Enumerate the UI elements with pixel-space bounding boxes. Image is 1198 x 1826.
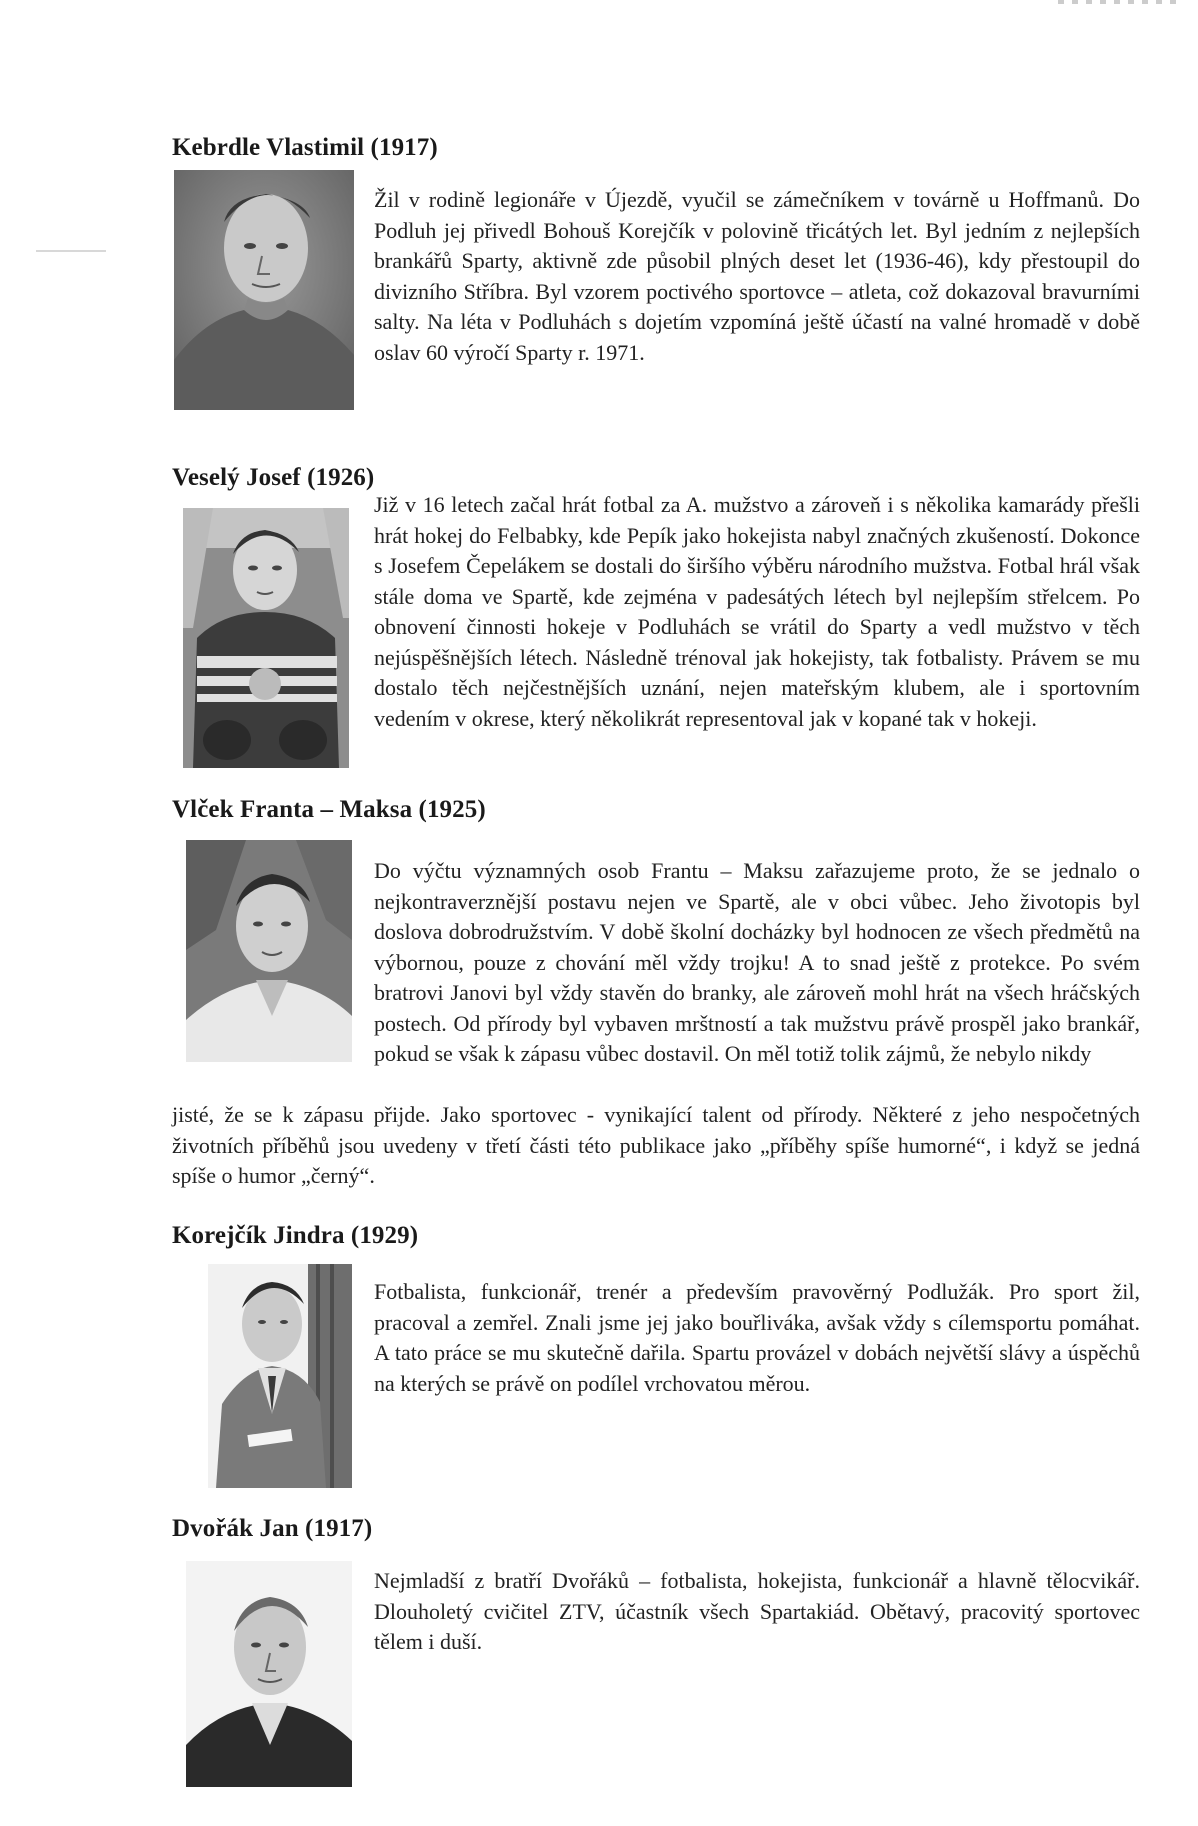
scan-artifact-line — [36, 250, 106, 252]
portrait-photo-older-man-icon — [186, 1561, 352, 1787]
entry-text-vlcek — [374, 856, 1140, 1070]
entry-paragraph: Fotbalista, funkcionář, trenér a především pravověrný Podlužák. Pro sport žil, pracoval a zemřel. Znali jsme jej jako bouřliváka, avšak vždy s cílemsportu pomáhat. A tato práce se mu skutečně dařila. Spartu provázel v dobách největší slávy a úspěchů na kterých se právě on podílel vrchovatou měrou. — [374, 1279, 1140, 1396]
entry-heading-vlcek: Vlček Franta – Maksa (1925) — [172, 796, 486, 823]
entry-paragraph: Do výčtu významných osob Frantu – Maksu zařazujeme proto, že se jednalo o nejkontraverznější postavu nejen ve Spartě, ale v obci vůbec. Jeho životopis byl doslova dobrodružstvím. V době školní docházky byl hodnocen ze všech předmětů na výbornou, pouze z chování měl vždy trojku! A to snad ještě z protekce. Po svém bratrovi Janovi byl vždy stavěn do branky, ale zároveň mohl hrát na všech hráčských postech. Od přírody byl vybaven mrštností a tak mužstvu právě prospěl jako brankář, pokud se však k zápasu vůbec dostavil. On měl totiž tolik zájmů, že nebylo nikdy — [374, 858, 1140, 1066]
entry-heading-korejcik: Korejčík Jindra (1929) — [172, 1222, 419, 1249]
entry-paragraph: Již v 16 letech začal hrát fotbal za A. mužstvo a zároveň i s několika kamarády přešli hrát hokej do Felbabky, kde Pepík jako hokejista nabyl značných zkušeností. Dokonce s Josefem Čepelákem se dostali do širšího výběru národního mužstva. Fotbal hrál však stále doma ve Spartě, kde zejména v padesátých létech byl nejlepším střelcem. Po obnovení činnosti hokeje v Podluhách se vrátil do Sparty a vedl mužstvo v těch nejúspěšnějších létech. Následně trénoval jak hokejisty, tak fotbalisty. Právem se mu dostalo těch nejčestnějších uznání, nejen mateřským klubem, ale i sportovním vedením v okrese, který několikrát representoval jak v kopané tak v hokeji. — [374, 492, 1140, 731]
portrait-photo-footballer-icon — [186, 840, 352, 1062]
entry-paragraph: jisté, že se k zápasu přijde. Jako sportovec - vynikající talent od přírody. Některé z jeho nespočetných životních příběhů jsou uvedeny v třetí části této publikace jako „příběhy spíše humorné“, i když se jedná spíše o humor „černý“. — [172, 1102, 1140, 1188]
entry-heading-vesely: Veselý Josef (1926) — [172, 464, 375, 491]
portrait-photo-hockey-player-icon — [183, 508, 349, 768]
portrait-photo-man-in-jacket-icon — [208, 1264, 352, 1488]
entry-text-vlcek-continued — [172, 1100, 1140, 1192]
entry-heading-dvorak: Dvořák Jan (1917) — [172, 1515, 373, 1542]
entry-paragraph: Žil v rodině legionáře v Újezdě, vyučil se zámečníkem v továrně u Hoffmanů. Do Podluh jej přivedl Bohouš Korejčík v polovině třicátých let. Byl jedním z nejlepších brankářů Sparty, aktivně zde působil plných deset let (1936-46), kdy přestoupil do divizního Stříbra. Byl vzorem poctivého sportovce – atleta, což dokazoval bravurními salty. Na léta v Podluhách s dojetím vzpomíná ještě účastí na valné hromadě v době oslav 60 výročí Sparty r. 1971. — [374, 187, 1140, 365]
entry-paragraph: Nejmladší z bratří Dvořáků – fotbalista, hokejista, funkcionář a hlavně tělocvikář. Dlouholetý cvičitel ZTV, účastník všech Spartakiád. Obětavý, pracovitý sportovec tělem i duší. — [374, 1568, 1140, 1654]
entry-text-vesely — [374, 490, 1140, 734]
entry-text-korejcik — [374, 1277, 1140, 1399]
entry-text-dvorak — [374, 1566, 1140, 1658]
portrait-photo-goalkeeper-icon — [174, 170, 354, 410]
entry-heading-kebrdle: Kebrdle Vlastimil (1917) — [172, 134, 438, 161]
scan-edge-mark — [1058, 0, 1178, 4]
entry-text-kebrdle — [374, 185, 1140, 368]
